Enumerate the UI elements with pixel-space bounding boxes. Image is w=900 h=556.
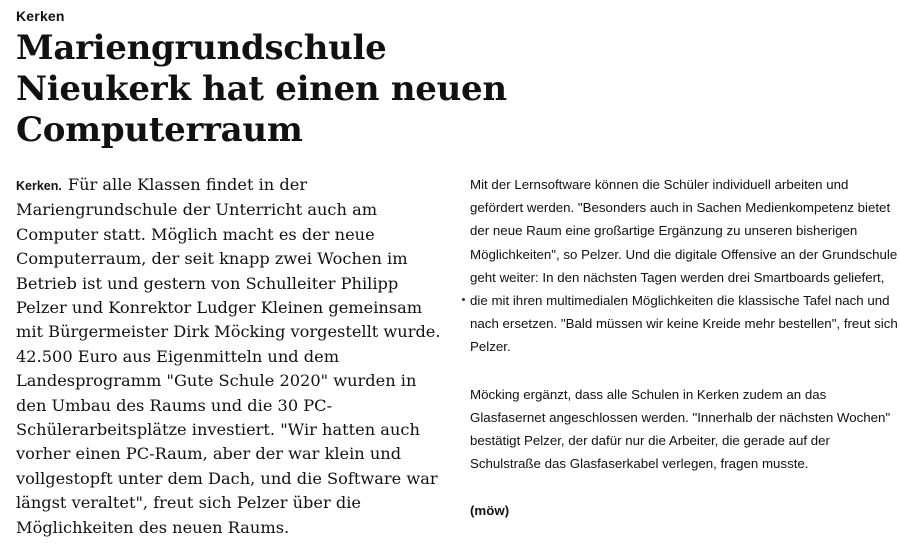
article-body-left [16, 173, 451, 540]
stray-mark [462, 298, 465, 301]
author-signature: (möw) [470, 503, 510, 519]
paragraph-glasfaser: Möcking ergänzt, dass alle Schulen in Kerken zudem an das Glasfasernet angeschlossen werden. "Innerhalb der nächsten Wochen" bestätigt Pelzer, der dafür nur die Arbeiter, die gerade auf der Schulstraße das Glasfaserkabel verlegen, fragen musste. [470, 386, 891, 472]
article-body-right [470, 173, 900, 547]
dateline: Kerken. [16, 179, 62, 193]
paragraph-lernsoftware: Mit der Lernsoftware können die Schüler individuell arbeiten und gefördert werden. "Besonders auch in Sachen Medienkompetenz bietet der neue Raum eine großartige Ergänzung zu unseren bisherigen Möglichkeiten", so Pelzer. Und die digitale Offensive an der Grundschule geht weiter: In den nächsten Tagen werden drei Smartboards geliefert, die mit ihren multimedialen Möglichkeiten die klassische Tafel nach und nach ersetzen. "Bald müssen wir keine Kreide mehr bestellen", freut sich Pelzer. [470, 177, 898, 355]
article-headline: Mariengrundschule Nieukerk hat einen neuen Computerraum [16, 28, 507, 150]
section-kicker: Kerken [16, 8, 65, 24]
body-left-text: Für alle Klassen findet in der Mariengrundschule der Unterricht auch am Computer statt. Möglich macht es der neue Computerraum, der seit knapp zwei Wochen im Betrieb ist und gestern von Schulleiter Philipp Pelzer und Konrektor Ludger Kleinen gemeinsam mit Bürgermeister Dirk Möcking vorgestellt wurde. 42.500 Euro aus Eigenmitteln und dem Landesprogramm "Gute Schule 2020" wurden in den Umbau des Raums und die 30 PC-Schülerarbeitsplätze investiert. "Wir hatten auch vorher einen PC-Raum, aber der war klein und vollgestopft unter dem Dach, und die Software war längst veraltet", freut sich Pelzer über die Möglichkeiten des neuen Raums. [16, 175, 441, 537]
